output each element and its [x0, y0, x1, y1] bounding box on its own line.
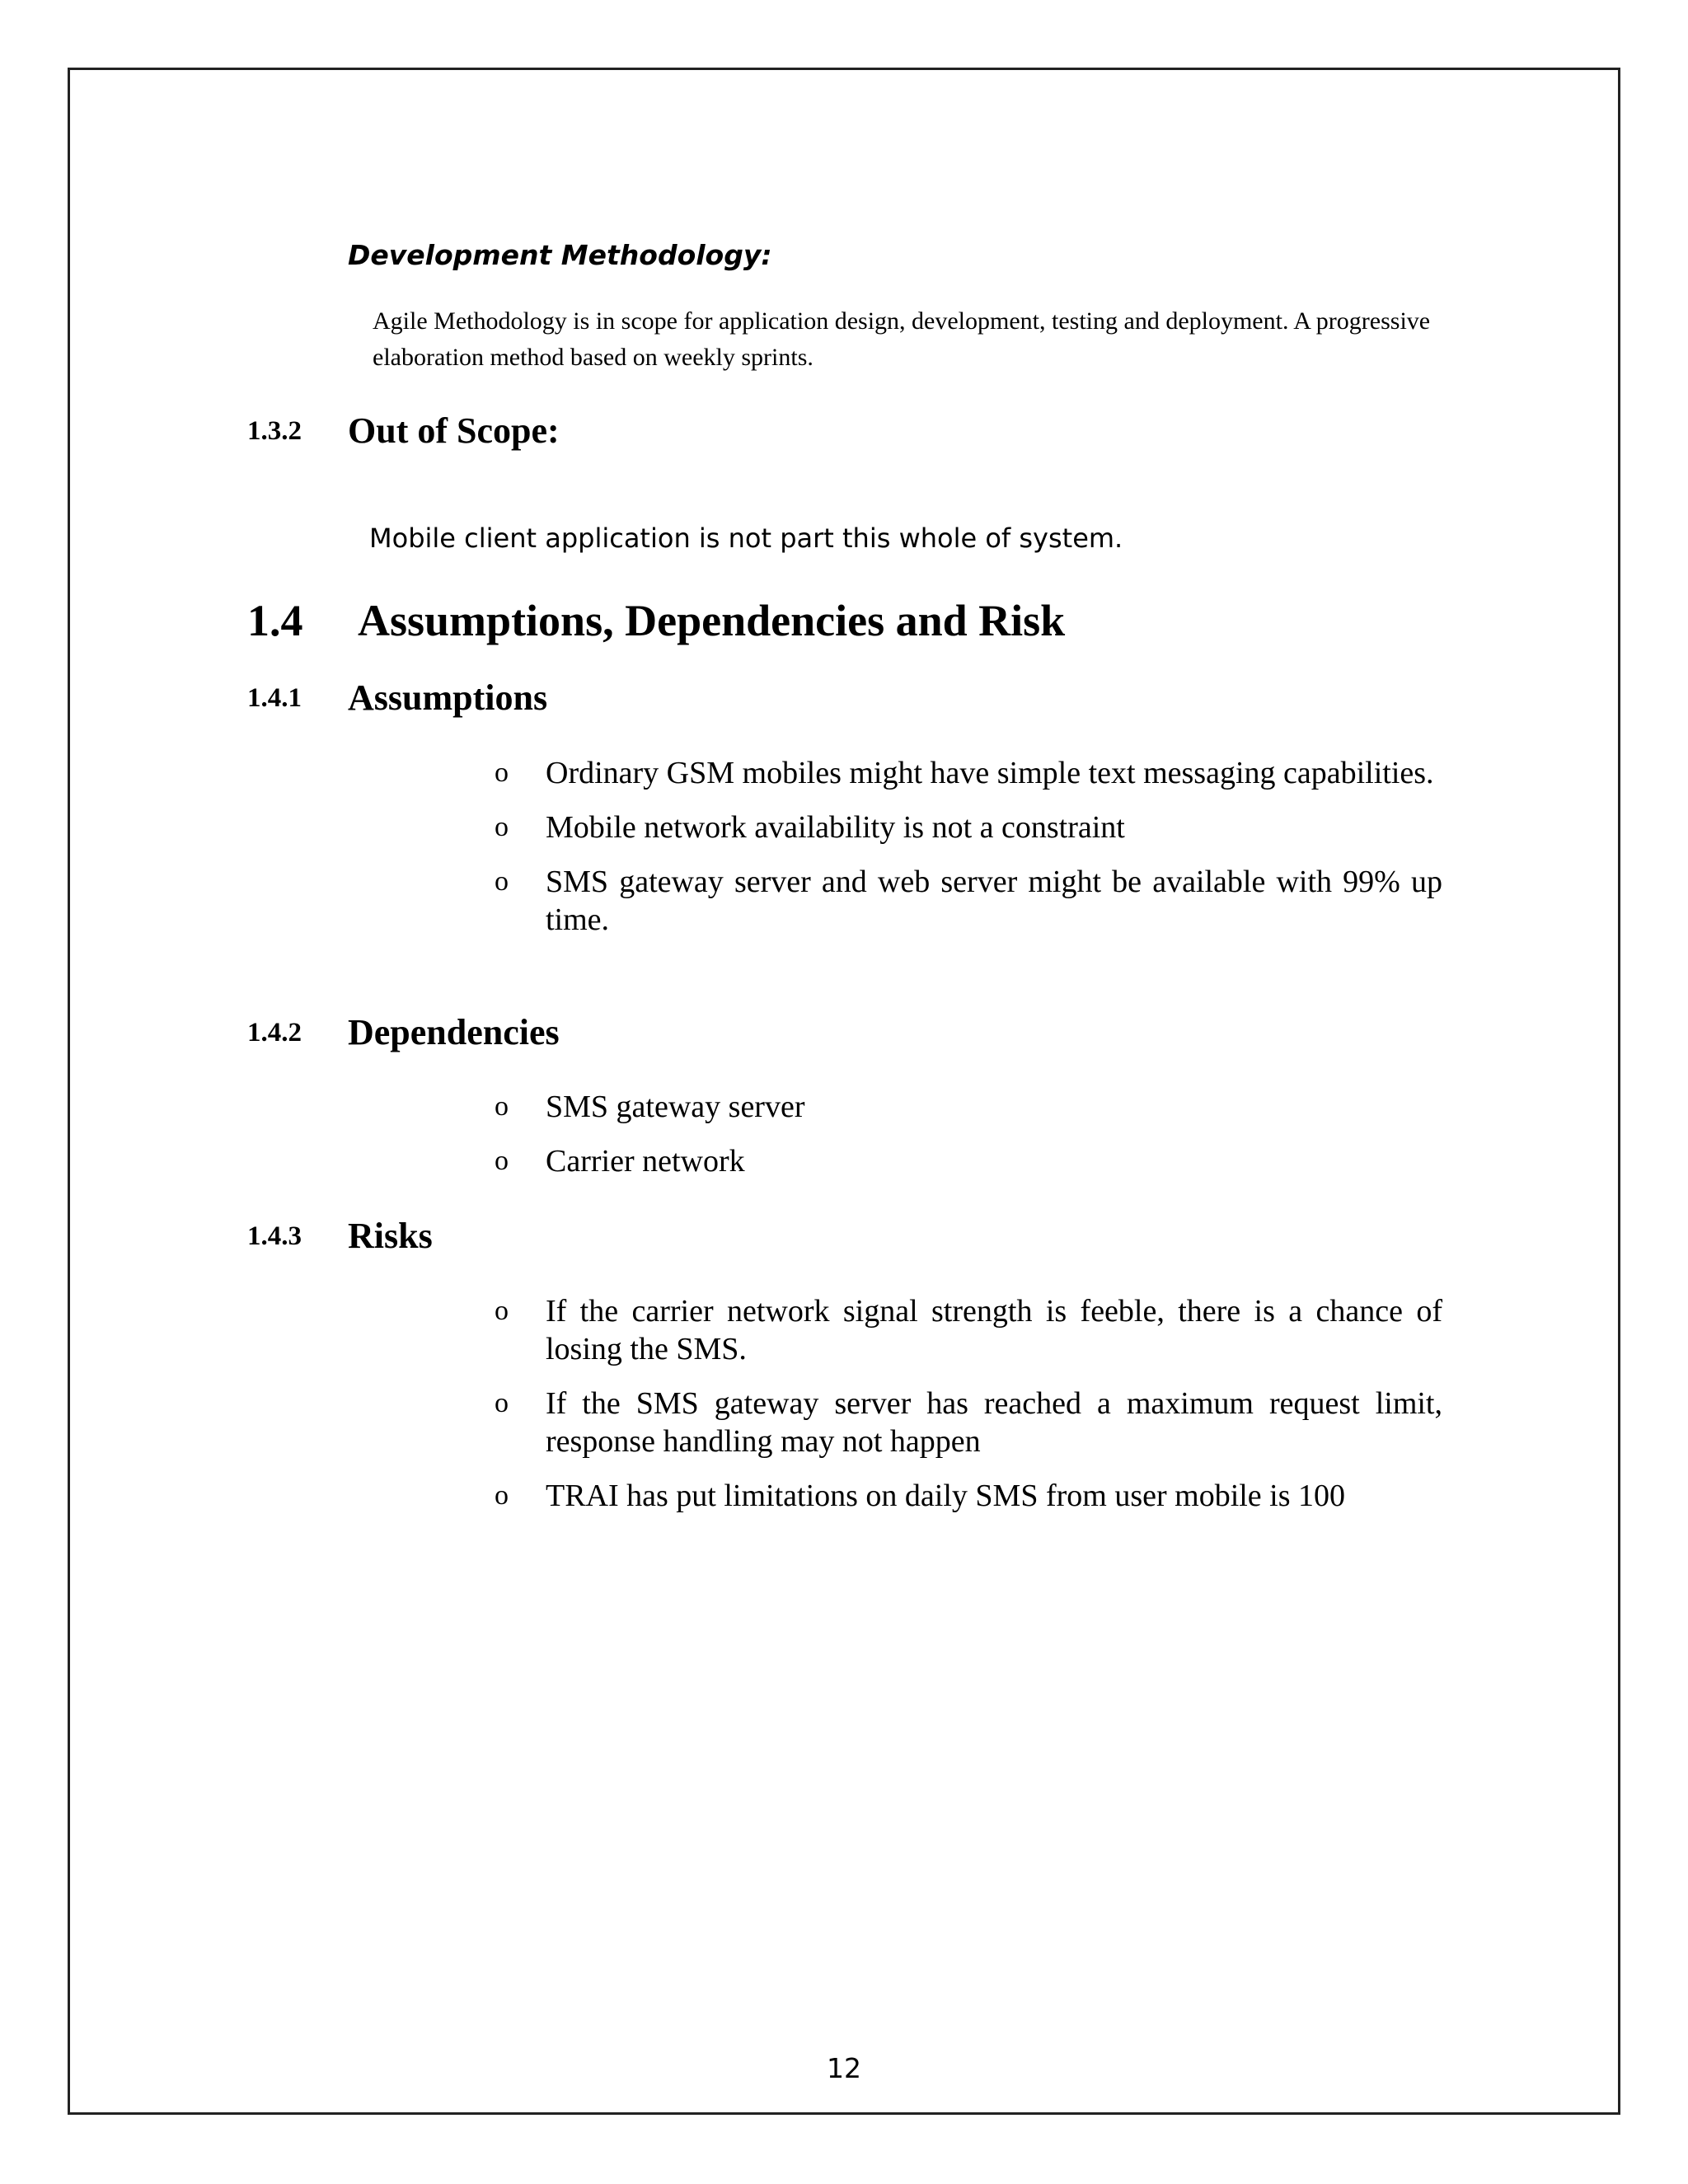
- section-1-4-heading: [247, 593, 1065, 648]
- section-1-4-title: Assumptions, Dependencies and Risk: [358, 596, 1066, 645]
- section-1-4-1-title: Assumptions: [348, 677, 548, 718]
- bullet-marker: o: [495, 1296, 509, 1326]
- bullet-marker: o: [495, 812, 509, 842]
- assumptions-list: [495, 754, 1442, 955]
- list-item: o SMS gateway server and web server might be available with 99% up time.: [495, 865, 1442, 937]
- bullet-marker: o: [495, 1388, 509, 1418]
- list-item: o Ordinary GSM mobiles might have simple text messaging capabilities.: [495, 756, 1434, 790]
- page-number: 12: [827, 2052, 861, 2084]
- section-1-4-number: 1.4: [247, 596, 303, 645]
- section-1-4-3-title: Risks: [348, 1216, 433, 1256]
- out-of-scope-text: Mobile client application is not part this whole of system.: [369, 523, 1123, 554]
- section-1-4-2-title: Dependencies: [348, 1012, 560, 1052]
- bullet-marker: o: [495, 1091, 509, 1122]
- risks-list: [495, 1292, 1442, 1531]
- list-item: o If the carrier network signal strength is feeble, there is a chance of losing the SMS.: [495, 1294, 1442, 1366]
- bullet-marker: o: [495, 866, 509, 897]
- bullet-marker: o: [495, 1146, 509, 1176]
- development-methodology-paragraph: Agile Methodology is in scope for application design, development, testing and deployment. A progressive elaboration method based on weekly sprints.: [373, 307, 1431, 371]
- section-1-4-2-number: 1.4.2: [247, 1018, 302, 1047]
- list-item: o SMS gateway server: [495, 1090, 805, 1124]
- section-1-3-2-title: Out of Scope:: [348, 410, 560, 451]
- bullet-marker: o: [495, 757, 509, 788]
- bullet-marker: o: [495, 1480, 509, 1511]
- dependencies-list: [495, 1088, 1442, 1197]
- list-item: o Carrier network: [495, 1144, 745, 1179]
- section-1-4-1-number: 1.4.1: [247, 683, 302, 713]
- section-1-4-3-number: 1.4.3: [247, 1221, 302, 1251]
- section-1-3-2-number: 1.3.2: [247, 416, 302, 446]
- development-methodology-heading: Development Methodology:: [348, 239, 772, 271]
- list-item: o Mobile network availability is not a constraint: [495, 810, 1125, 845]
- list-item: o If the SMS gateway server has reached a maximum request limit, response handling may not happen: [495, 1386, 1442, 1459]
- list-item: o TRAI has put limitations on daily SMS from user mobile is 100: [495, 1479, 1346, 1513]
